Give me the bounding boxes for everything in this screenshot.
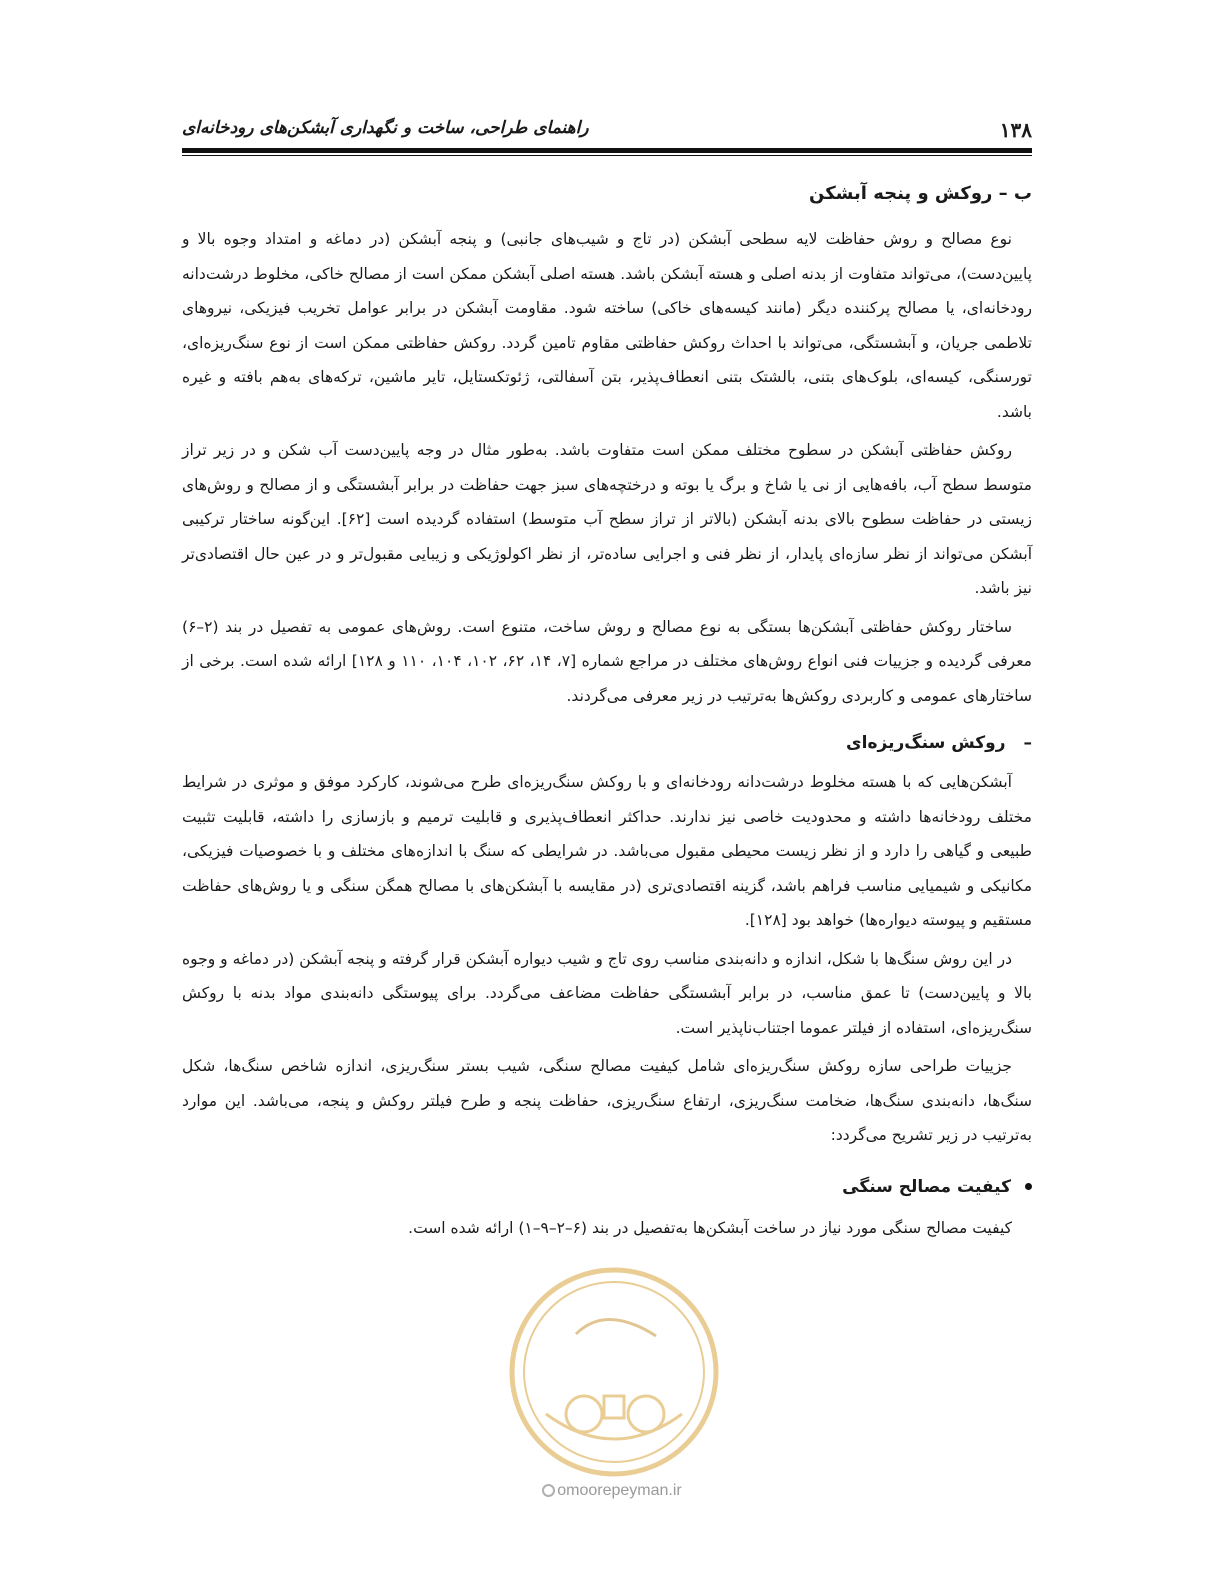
bullet-heading-text: کیفیت مصالح سنگی bbox=[842, 1176, 1011, 1197]
globe-icon bbox=[542, 1484, 555, 1497]
page-number: ۱۳۸ bbox=[999, 118, 1032, 142]
page-header bbox=[182, 118, 1032, 146]
header-rule-thick bbox=[182, 148, 1032, 153]
paragraph: روکش حفاظتی آبشکن در سطوح مختلف ممکن است متفاوت باشد. به‌طور مثال در وجه پایین‌دست آب شکن و در زیر تراز متوسط سطح آب، بافه‌هایی از نی یا شاخ و برگ یا بوته و درختچه‌های سبز جهت حفاظت در برابر آبشستگی و از مصالح و روش‌های زیستی در حفاظت سطوح بالای بدنه آبشکن (بالاتر از تراز سطح آب متوسط) استفاده گردیده است [۶۲]. این‌گونه ساختار ترکیبی آبشکن می‌تواند از نظر سازه‌ای پایدار، از نظر فنی و اجرایی ساده‌تر، از نظر اکولوژیکی و زیبایی مقبول‌تر و در عین حال اقتصادی‌تر نیز باشد. bbox=[182, 441, 1032, 597]
paragraph: آبشکن‌هایی که با هسته مخلوط درشت‌دانه رودخانه‌ای و با روکش سنگ‌ریزه‌ای طرح می‌شوند، کارکرد موفق و موثری در شرایط مختلف رودخانه‌ها داشته و محدودیت خاصی نیز ندارند. حداکثر انعطاف‌پذیری و قابلیت ترمیم و بازسازی را داشته، قابلیت تثبیت طبیعی و گیاهی را دارد و از نظر زیست محیطی مقبول می‌باشد. در شرایطی که سنگ با اندازه‌های مختلف و با خصوصیات فیزیکی، مکانیکی و شیمیایی مناسب فراهم باشد، گزینه اقتصادی‌تری (در مقایسه با آبشکن‌های با مصالح همگن سنگی و یا روش‌های حفاظت مستقیم و پیوسته دیواره‌ها) خواهد بود [۱۲۸]. bbox=[182, 773, 1032, 929]
paragraph: ساختار روکش حفاظتی آبشکن‌ها بستگی به نوع مصالح و روش ساخت، متنوع است. روش‌های عمومی به تفصیل در بند (۲–۶) معرفی گردیده و جزییات فنی انواع روش‌های مختلف در مراجع شماره [۷، ۱۴، ۶۲، ۱۰۲، ۱۰۴، ۱۱۰ و ۱۲۸] ارائه شده است. برخی از ساختارهای عمومی و کاربردی روکش‌ها به‌ترتیب در زیر معرفی می‌گردند. bbox=[182, 617, 1032, 705]
site-watermark bbox=[500, 1482, 724, 1500]
bullet-dot-icon bbox=[1025, 1183, 1032, 1190]
subsection-heading-text: روکش سنگ‌ریزه‌ای bbox=[846, 733, 1006, 753]
paragraph: در این روش سنگ‌ها با شکل، اندازه و دانه‌بندی مناسب روی تاج و شیب دیواره آبشکن قرار گرفته و پنجه آبشکن (در دماغه و وجوه بالا و پایین‌دست) تا عمق مناسب، در برابر آبشستگی حفاظت مضاعف می‌گردد. برای پیوستگی دانه‌بندی مواد بدنه با روکش سنگ‌ریزه‌ای، استفاده از فیلتر عموما اجتناب‌ناپذیر است. bbox=[182, 949, 1032, 1037]
running-title: راهنمای طراحی، ساخت و نگهداری آبشکن‌های رودخانه‌ای bbox=[182, 118, 589, 138]
section-heading: ب – روکش و پنجه آبشکن bbox=[809, 183, 1032, 204]
paragraph: جزییات طراحی سازه روکش سنگ‌ریزه‌ای شامل کیفیت مصالح سنگی، شیب بستر سنگ‌ریزی، اندازه شاخص سنگ‌ها، شکل سنگ‌ها، دانه‌بندی سنگ‌ها، ضخامت سنگ‌ریزی، ارتفاع سنگ‌ریزی، حفاظت پنجه و طرح فیلتر روکش و پنجه، می‌باشد. این موارد به‌ترتیب در زیر تشریح می‌گردد: bbox=[182, 1057, 1032, 1144]
paragraph: نوع مصالح و روش حفاظت لایه سطحی آبشکن (در تاج و شیب‌های جانبی) و پنجه آبشکن (در دماغه و امتداد وجوه بالا و پایین‌دست)، می‌تواند متفاوت از بدنه اصلی و هسته آبشکن باشد. هسته اصلی آبشکن ممکن است از مصالح خاکی، مخلوط درشت‌دانه رودخانه‌ای، یا مصالح پرکننده دیگر (مانند کیسه‌های خاکی) ساخته شود. مقاومت آبشکن در برابر عوامل تخریب فیزیکی، نیروهای تلاطمی جریان، و آبشستگی، می‌تواند با احداث روکش حفاظتی مقاوم تامین گردد. روکش حفاظتی ممکن است از نوع سنگ‌ریزه‌ای، تورسنگی، کیسه‌ای، بلوک‌های بتنی، بالشتک بتنی انعطاف‌پذیر، بتن آسفالتی، ژئوتکستایل، تایر ماشین، ترکه‌های به‌هم بافته و غیره باشد. bbox=[182, 230, 1032, 421]
page-body bbox=[182, 168, 1032, 1249]
paragraph: کیفیت مصالح سنگی مورد نیاز در ساخت آبشکن‌ها به‌تفصیل در بند (۶–۲–۹–۱) ارائه شده است. bbox=[408, 1218, 1012, 1237]
watermark-text: omoorepeyman.ir bbox=[557, 1482, 682, 1499]
header-rule-thin bbox=[182, 155, 1032, 156]
bullet-heading bbox=[182, 1173, 1032, 1201]
subsection-dash: – bbox=[1023, 733, 1032, 753]
publisher-stamp-logo bbox=[506, 1264, 722, 1480]
subsection-heading bbox=[182, 729, 1032, 757]
